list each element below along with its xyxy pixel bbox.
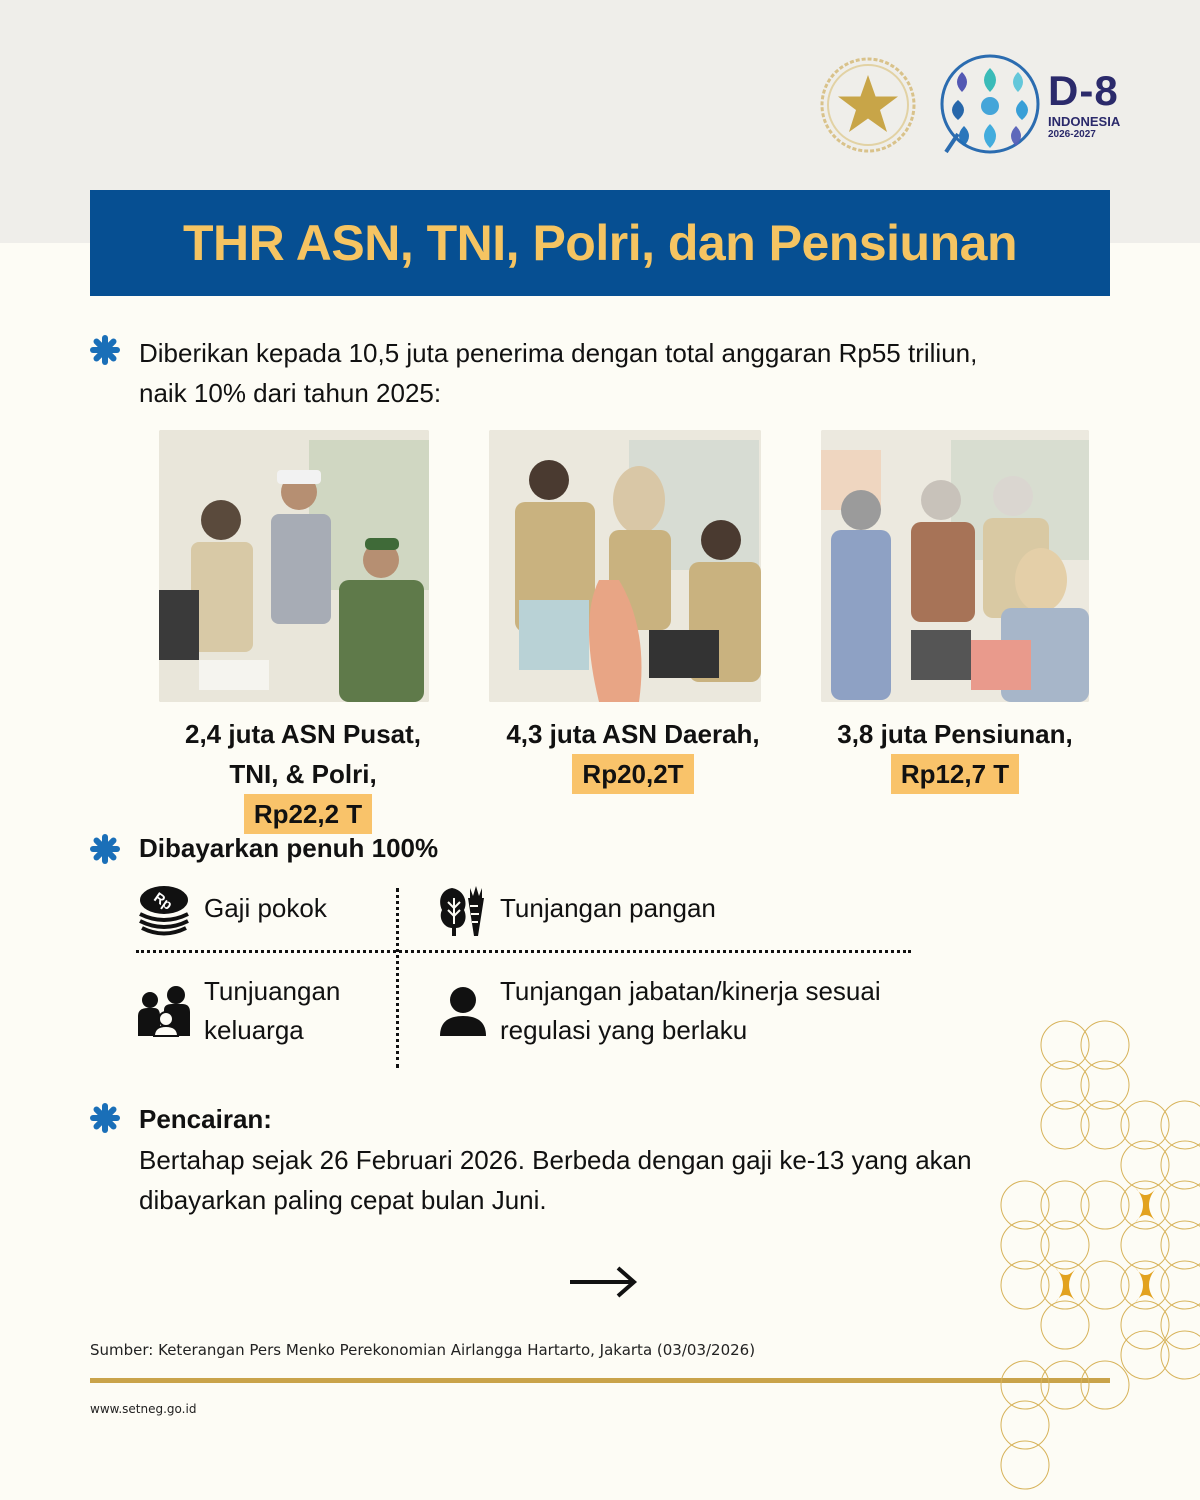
allowance-item [136, 972, 340, 1050]
allowance-label-line: Tunjangan jabatan/kinerja sesuai [500, 976, 881, 1006]
intro-text [139, 333, 1099, 413]
allowance-label [500, 972, 881, 1050]
intro-line-2: naik 10% dari tahun 2025: [139, 378, 442, 408]
asn-tni-polri-illustration [159, 430, 429, 702]
recipient-caption [488, 714, 778, 794]
asterisk-bullet-icon [90, 834, 120, 864]
allowance-item [438, 972, 881, 1050]
allowance-label: Gaji pokok [204, 893, 327, 923]
title-banner [90, 190, 1110, 296]
gold-divider [90, 1378, 1110, 1383]
page-title: THR ASN, TNI, Polri, dan Pensiunan [182, 215, 1017, 271]
logo-group [818, 50, 1158, 160]
disbursement-line-1: Bertahap sejak 26 Februari 2026. Berbeda dengan gaji ke-13 yang akan [139, 1145, 972, 1175]
allowance-grid [136, 880, 916, 1070]
paid-full-title: Dibayarkan penuh 100% [139, 833, 439, 863]
garuda-star-emblem-icon [818, 55, 918, 155]
asn-daerah-illustration [489, 430, 761, 702]
disbursement-title: Pencairan: [139, 1104, 272, 1134]
recipient-card [159, 430, 429, 702]
amount-badge: Rp20,2T [572, 754, 693, 794]
allowance-label [204, 972, 340, 1050]
allowance-label: Tunjangan pangan [500, 893, 716, 923]
d8-emblem-icon [932, 52, 1044, 158]
website-link[interactable]: www.setneg.go.id [90, 1402, 197, 1416]
recipient-count: 2,4 juta ASN Pusat, [185, 719, 421, 749]
allowance-item [438, 884, 716, 936]
vegetables-icon [438, 884, 488, 936]
disbursement-text [139, 1140, 1039, 1220]
allowance-label-line: Tunjuangan [204, 976, 341, 1006]
next-arrow-icon[interactable] [568, 1262, 638, 1302]
source-citation: Sumber: Keterangan Pers Menko Perekonomian Airlangga Hartarto, Jakarta (03/03/2026) [90, 1341, 756, 1359]
d8-years: 2026-2027 [1048, 129, 1096, 140]
vertical-divider [396, 888, 399, 1068]
coins-rupiah-icon [136, 884, 192, 936]
d8-country: INDONESIA [1048, 114, 1121, 129]
asterisk-bullet-icon [90, 335, 120, 365]
amount-badge: Rp12,7 T [891, 754, 1019, 794]
recipient-count: 3,8 juta Pensiunan, [837, 719, 1073, 749]
allowance-label-line: keluarga [204, 1015, 304, 1045]
pensiunan-illustration [821, 430, 1089, 702]
horizontal-divider [136, 950, 911, 953]
recipient-caption [810, 714, 1100, 794]
family-icon [136, 986, 192, 1038]
recipient-group: TNI, & Polri, [229, 759, 377, 789]
gold-geometric-ornament-icon [985, 1015, 1200, 1500]
recipient-card [489, 430, 761, 702]
recipient-card [821, 430, 1089, 702]
recipient-count: 4,3 juta ASN Daerah, [506, 719, 760, 749]
d8-wordmark [1048, 67, 1121, 140]
d8-title: D-8 [1048, 67, 1119, 114]
allowance-label-line: regulasi yang berlaku [500, 1015, 748, 1045]
person-icon [438, 986, 488, 1038]
amount-badge: Rp22,2 T [244, 794, 372, 834]
recipient-caption [158, 714, 448, 834]
allowance-item [136, 884, 327, 936]
intro-line-1: Diberikan kepada 10,5 juta penerima dengan total anggaran Rp55 triliun, [139, 338, 978, 368]
disbursement-line-2: dibayarkan paling cepat bulan Juni. [139, 1185, 547, 1215]
svg-text:Rp: Rp [151, 888, 176, 913]
asterisk-bullet-icon [90, 1103, 120, 1133]
